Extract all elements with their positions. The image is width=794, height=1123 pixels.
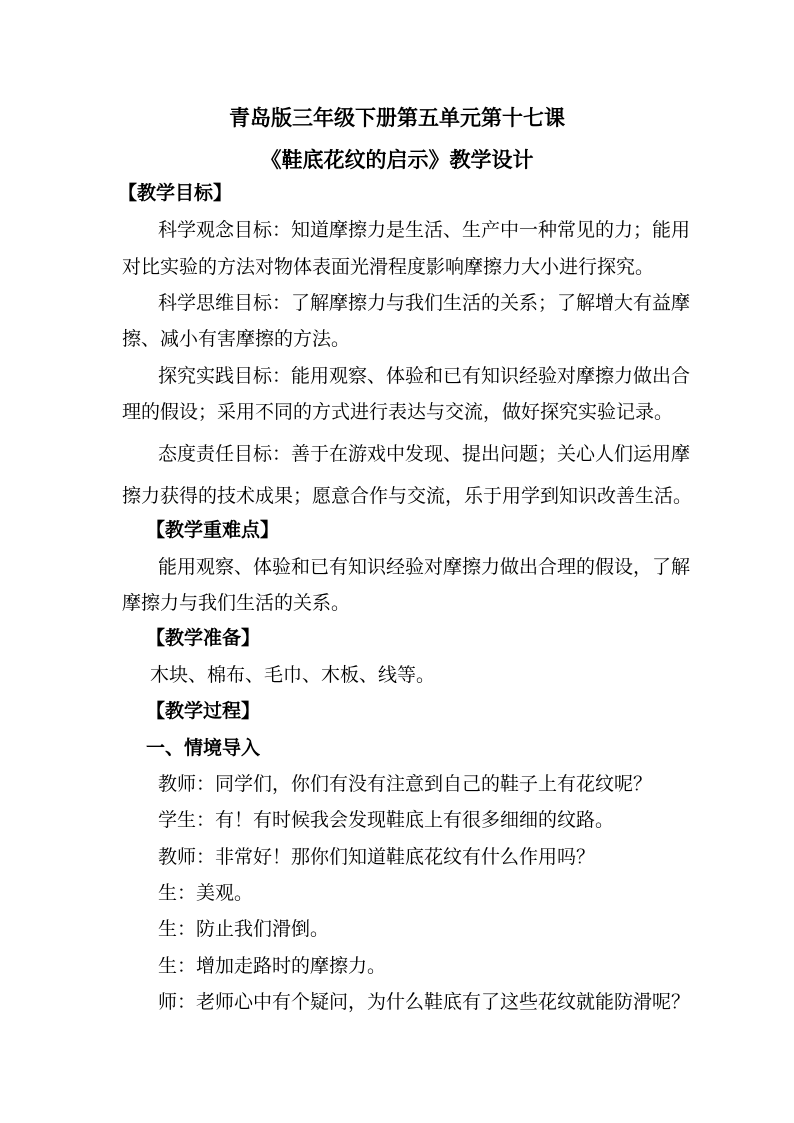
paragraph-line: 擦力获得的技术成果；愿意合作与交流，乐于用学到知识改善生活。 xyxy=(122,485,693,507)
paragraph-line: 科学思维目标：了解摩擦力与我们生活的关系；了解增大有益摩 xyxy=(158,292,691,314)
dialogue-line: 生：防止我们滑倒。 xyxy=(158,918,330,940)
section-heading-objectives: 【教学目标】 xyxy=(118,182,233,204)
subsection-heading-intro: 一、情境导入 xyxy=(146,737,261,759)
paragraph-line: 探究实践目标：能用观察、体验和已有知识经验对摩擦力做出合 xyxy=(158,365,691,387)
paragraph-line: 理的假设；采用不同的方式进行表达与交流，做好探究实验记录。 xyxy=(122,401,674,423)
dialogue-line: 师：老师心中有个疑问，为什么鞋底有了这些花纹就能防滑呢？ xyxy=(158,991,691,1013)
dialogue-line: 教师：同学们，你们有没有注意到自己的鞋子上有花纹呢？ xyxy=(158,773,653,795)
paragraph-line: 木块、棉布、毛巾、木板、线等。 xyxy=(150,664,436,686)
paragraph-line: 态度责任目标：善于在游戏中发现、提出问题；关心人们运用摩 xyxy=(158,443,691,465)
paragraph-line: 能用观察、体验和已有知识经验对摩擦力做出合理的假设，了解 xyxy=(158,556,691,578)
section-heading-preparation: 【教学准备】 xyxy=(146,627,261,649)
dialogue-line: 学生：有！有时候我会发现鞋底上有很多细细的纹路。 xyxy=(158,809,615,831)
document-title: 青岛版三年级下册第五单元第十七课 xyxy=(229,105,565,130)
dialogue-line: 生：增加走路时的摩擦力。 xyxy=(158,955,387,977)
document-subtitle: 《鞋底花纹的启示》教学设计 xyxy=(260,147,534,172)
section-heading-process: 【教学过程】 xyxy=(146,700,261,722)
paragraph-line: 科学观念目标：知道摩擦力是生活、生产中一种常见的力；能用 xyxy=(158,219,691,241)
paragraph-line: 对比实验的方法对物体表面光滑程度影响摩擦力大小进行探究。 xyxy=(122,256,655,278)
dialogue-line: 生：美观。 xyxy=(158,882,254,904)
paragraph-line: 摩擦力与我们生活的关系。 xyxy=(122,592,351,614)
paragraph-line: 擦、减小有害摩擦的方法。 xyxy=(122,328,351,350)
dialogue-line: 教师：非常好！那你们知道鞋底花纹有什么作用吗？ xyxy=(158,846,596,868)
section-heading-key-points: 【教学重难点】 xyxy=(146,519,280,541)
